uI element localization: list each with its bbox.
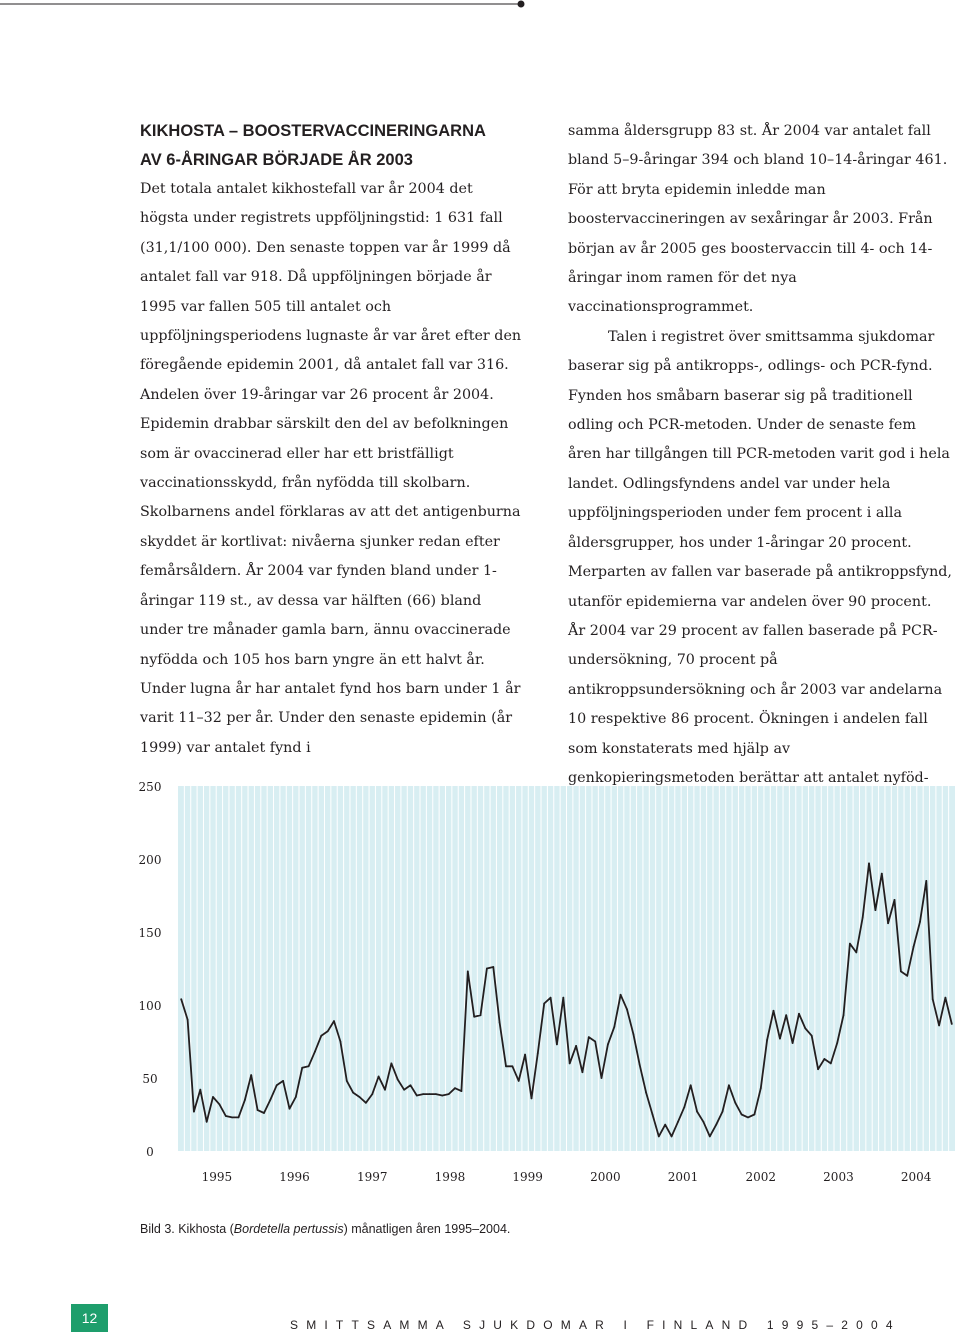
- data-point: [709, 1136, 711, 1138]
- y-tick-label: 0: [146, 1145, 154, 1159]
- data-point: [454, 1087, 456, 1089]
- data-point: [855, 952, 857, 954]
- data-point: [613, 1026, 615, 1028]
- data-point: [365, 1102, 367, 1104]
- data-point: [951, 1023, 953, 1025]
- data-point: [441, 1095, 443, 1097]
- data-point: [645, 1092, 647, 1094]
- data-point: [792, 1042, 794, 1044]
- x-tick-label: 2003: [823, 1170, 854, 1184]
- right-column: [568, 117, 953, 793]
- data-point: [371, 1093, 373, 1095]
- data-point: [384, 1089, 386, 1091]
- data-point: [282, 1080, 284, 1082]
- data-point: [881, 873, 883, 875]
- data-point: [677, 1121, 679, 1123]
- data-point: [569, 1063, 571, 1065]
- data-point: [359, 1096, 361, 1098]
- data-point: [429, 1093, 431, 1095]
- data-point: [703, 1121, 705, 1123]
- data-point: [658, 1136, 660, 1138]
- data-point: [187, 1019, 189, 1021]
- data-point: [231, 1117, 233, 1119]
- heading-line-2: AV 6-ÅRINGAR BÖRJADE ÅR 2003: [140, 151, 413, 169]
- data-point: [760, 1087, 762, 1089]
- data-point: [333, 1020, 335, 1022]
- data-point: [620, 994, 622, 996]
- data-point: [945, 997, 947, 999]
- data-point: [894, 899, 896, 901]
- data-point: [843, 1014, 845, 1016]
- data-point: [257, 1109, 259, 1111]
- data-point: [804, 1028, 806, 1030]
- data-point: [734, 1102, 736, 1104]
- top-rule: [0, 0, 960, 10]
- data-point: [346, 1080, 348, 1082]
- data-point: [543, 1003, 545, 1005]
- data-point: [887, 922, 889, 924]
- data-point: [868, 863, 870, 865]
- data-point: [683, 1106, 685, 1108]
- data-point: [410, 1084, 412, 1086]
- data-point: [607, 1044, 609, 1046]
- data-point: [562, 997, 564, 999]
- data-point: [480, 1014, 482, 1016]
- data-point: [550, 997, 552, 999]
- data-point: [690, 1084, 692, 1086]
- data-point: [327, 1030, 329, 1032]
- data-point: [403, 1089, 405, 1091]
- data-point: [824, 1058, 826, 1060]
- data-point: [244, 1099, 246, 1101]
- data-point: [671, 1136, 673, 1138]
- data-point: [269, 1099, 271, 1101]
- data-point: [575, 1045, 577, 1047]
- data-point: [747, 1117, 749, 1119]
- x-tick-label: 1999: [512, 1170, 543, 1184]
- data-point: [906, 975, 908, 977]
- body-paragraph-right-2: Talen i registret över smittsamma sjukdomar baserar sig på antikropps-, odlings- och PCR-fynd. Fynden hos småbarn baserar sig på traditionell odling och PCR-metoden. Under de senaste fem åren har tillgången till PCR-metoden varit god i hela landet. Odlingsfyndens andel var under hela uppföljningsperioden under fem procent i alla åldersgrupper, hos under 1-åringar 20 procent. Merparten av fallen var baserade på antikroppsfynd, utanför epidemierna var andelen över 90 procent. År 2004 var 29 procent av fallen baserade på PCR-undersökning, 70 procent på antikroppsundersökning och år 2003 var andelarna 10 respektive 86 procent. Ökningen i andelen fall som konstaterats med hjälp av genkopieringsmetoden berättar att antalet nyföd-: [568, 328, 952, 786]
- data-point: [518, 1080, 520, 1082]
- data-point: [397, 1079, 399, 1081]
- data-point: [531, 1098, 533, 1100]
- data-point: [537, 1052, 539, 1054]
- data-point: [416, 1095, 418, 1097]
- data-point: [938, 1025, 940, 1027]
- body-paragraph-left: Det totala antalet kikhostefall var år 2004 det högsta under registrets uppföljningstid: 1 631 fall (31,1/100 000). Den senaste toppen var år 1999 då antalet fall var 918. Då uppföljningen började år 1995 var fallen 505 till antalet och uppföljningsperiodens lugnaste år var året efter den föregående epidemin 2001, då antalet fall var 316. Andelen över 19-åringar var 26 procent år 2004. Epidemin drabbar särskilt den del av befolkningen som är ovaccinerad eller har ett bristfälligt vaccinationsskydd, från nyfödda till skolbarn. Skolbarnens andel förklaras av att det antigenburna skyddet är kortlivat: nivåerna sjunker redan efter femårsåldern. År 2004 var fynden bland under 1-åringar 119 st., av dessa var hälften (66) bland under tre månader gamla barn, ännu ovaccinerade nyfödda och 105 hos barn yngre än ett halvt år. Under lugna år har antalet fynd hos barn under 1 år varit 11–32 per år. Under den senaste epidemin (år 1999) var antalet fynd i: [140, 181, 522, 756]
- data-point: [932, 998, 934, 1000]
- data-point: [715, 1124, 717, 1126]
- data-point: [492, 966, 494, 968]
- data-point: [193, 1111, 195, 1113]
- data-point: [626, 1009, 628, 1011]
- running-footer: SMITTSAMMA SJUKDOMAR I FINLAND 1995–2004: [290, 1318, 901, 1332]
- data-point: [913, 946, 915, 948]
- data-point: [811, 1035, 813, 1037]
- x-tick-label: 2002: [745, 1170, 777, 1184]
- data-point: [206, 1121, 208, 1123]
- x-tick-label: 1997: [356, 1170, 388, 1184]
- data-point: [849, 943, 851, 945]
- data-point: [340, 1041, 342, 1043]
- data-point: [238, 1117, 240, 1119]
- data-point: [422, 1093, 424, 1095]
- x-tick-label: 1998: [434, 1170, 466, 1184]
- figure-caption: [140, 1222, 510, 1236]
- body-paragraph-right-1: samma åldersgrupp 83 st. År 2004 var antalet fall bland 5–9-åringar 394 och bland 10–14-åringar 461. För att bryta epidemin inledde man boostervaccineringen av sexåringar år 2003. Från början av år 2005 ges boostervaccin till 4- och 14-åringar inom ramen för det nya vaccinationsprogrammet.: [568, 123, 948, 316]
- x-tick-label: 2001: [667, 1170, 699, 1184]
- data-point: [588, 1036, 590, 1038]
- data-point: [308, 1065, 310, 1067]
- data-point: [652, 1114, 654, 1116]
- data-point: [180, 998, 182, 1000]
- data-point: [467, 971, 469, 973]
- data-point: [289, 1108, 291, 1110]
- y-tick-label: 200: [138, 853, 162, 867]
- data-point: [862, 917, 864, 919]
- data-point: [639, 1064, 641, 1066]
- data-point: [212, 1096, 214, 1098]
- data-point: [798, 1013, 800, 1015]
- data-point: [785, 1014, 787, 1016]
- data-point: [461, 1090, 463, 1092]
- data-point: [836, 1042, 838, 1044]
- data-point: [250, 1074, 252, 1076]
- data-point: [352, 1092, 354, 1094]
- data-point: [435, 1093, 437, 1095]
- plot-area: [178, 786, 955, 1151]
- data-point: [263, 1112, 265, 1114]
- y-tick-label: 150: [138, 926, 162, 940]
- x-tick-label: 2004: [900, 1170, 932, 1184]
- data-point: [512, 1065, 514, 1067]
- section-heading: [140, 117, 525, 175]
- data-point: [696, 1111, 698, 1113]
- y-tick-label: 250: [138, 780, 162, 794]
- data-point: [473, 1016, 475, 1018]
- data-point: [301, 1067, 303, 1069]
- data-point: [391, 1063, 393, 1065]
- data-point: [779, 1038, 781, 1040]
- data-point: [664, 1124, 666, 1126]
- data-point: [601, 1077, 603, 1079]
- data-point: [295, 1096, 297, 1098]
- data-point: [505, 1065, 507, 1067]
- data-point: [900, 971, 902, 973]
- left-column: [140, 117, 525, 763]
- caption-suffix: ) månatligen åren 1995–2004.: [343, 1222, 511, 1236]
- y-tick-label: 50: [142, 1072, 158, 1086]
- data-point: [499, 1022, 501, 1024]
- x-tick-label: 1995: [201, 1170, 233, 1184]
- data-point: [741, 1114, 743, 1116]
- monthly-cases-chart: [0, 770, 960, 1210]
- heading-line-1: KIKHOSTA – BOOSTERVACCINERINGARNA: [140, 122, 486, 140]
- data-point: [773, 1010, 775, 1012]
- data-point: [556, 1044, 558, 1046]
- data-point: [754, 1114, 756, 1116]
- data-point: [594, 1041, 596, 1043]
- data-point: [728, 1084, 730, 1086]
- data-point: [486, 968, 488, 970]
- data-point: [919, 921, 921, 923]
- page-number: 12: [71, 1304, 108, 1332]
- data-point: [276, 1084, 278, 1086]
- data-point: [722, 1111, 724, 1113]
- caption-species: Bordetella pertussis: [233, 1222, 344, 1236]
- data-point: [582, 1071, 584, 1073]
- data-point: [817, 1068, 819, 1070]
- x-tick-label: 2000: [590, 1170, 621, 1184]
- data-point: [448, 1093, 450, 1095]
- data-point: [314, 1051, 316, 1053]
- caption-prefix: Bild 3. Kikhosta (: [140, 1222, 234, 1236]
- data-point: [320, 1035, 322, 1037]
- data-point: [378, 1076, 380, 1078]
- data-point: [875, 909, 877, 911]
- data-point: [219, 1103, 221, 1105]
- y-tick-label: 100: [138, 999, 162, 1013]
- data-point: [524, 1054, 526, 1056]
- data-point: [766, 1039, 768, 1041]
- data-point: [225, 1115, 227, 1117]
- x-tick-label: 1996: [279, 1170, 310, 1184]
- data-point: [199, 1089, 201, 1091]
- data-point: [830, 1063, 832, 1065]
- data-point: [633, 1033, 635, 1035]
- data-point: [925, 880, 927, 882]
